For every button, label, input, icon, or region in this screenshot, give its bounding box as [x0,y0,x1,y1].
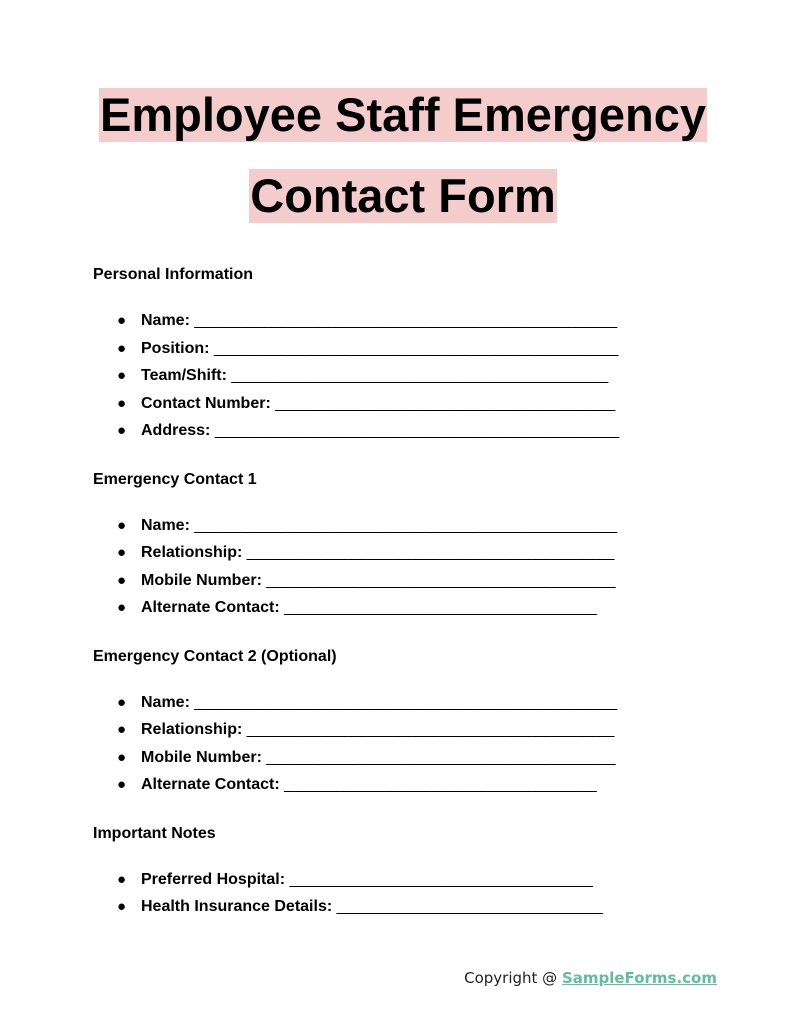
field-label: Name: [141,693,190,711]
bullet-icon: ● [117,544,127,561]
field-label: Health Insurance Details: [141,898,333,915]
field-label: Mobile Number: [141,748,262,766]
fill-in-blank[interactable]: __________________________________ [284,776,597,793]
field-label: Relationship: [141,721,243,738]
fill-in-blank[interactable]: ____________________________________________ [213,339,619,357]
section-personal-information [93,264,713,445]
bullet-icon: ● [117,870,127,888]
bullet-icon: ● [117,422,127,439]
field-preferred-hospital [93,866,713,894]
fill-in-blank[interactable]: ____________________________________________ [214,422,620,439]
bullet-icon: ● [117,312,127,329]
field-health-insurance [93,893,713,921]
field-list [93,866,713,921]
brand-link[interactable]: SampleForms.com [561,969,717,987]
fill-in-blank[interactable]: _________________________________________ [231,367,609,384]
field-label: Preferred Hospital: [141,870,286,888]
field-label: Alternate Contact: [141,776,280,793]
title-line-1: Employee Staff Emergency [100,88,706,141]
field-team-shift [93,362,713,390]
field-name [93,512,713,540]
bullet-icon: ● [117,394,127,412]
bullet-icon: ● [117,599,127,616]
bullet-icon: ● [117,693,127,711]
field-list [93,512,713,622]
bullet-icon: ● [117,748,127,766]
fill-in-blank[interactable]: _____________________________ [336,898,604,915]
fill-in-blank[interactable]: _________________________________ [289,870,594,888]
field-label: Name: [141,516,190,534]
bullet-icon: ● [117,898,127,915]
field-mobile-number [93,567,713,595]
field-label: Address: [141,422,211,439]
fill-in-blank[interactable]: ________________________________________ [246,544,615,561]
section-heading: Emergency Contact 1 [93,470,257,488]
field-label: Position: [141,339,210,357]
field-label: Contact Number: [141,394,271,412]
section-emergency-contact-1 [93,469,713,622]
field-label: Relationship: [141,544,243,561]
field-alternate-contact [93,594,713,622]
fill-in-blank[interactable]: _____________________________________ [275,394,616,412]
field-relationship [93,539,713,567]
field-label: Mobile Number: [141,571,262,589]
bullet-icon: ● [117,339,127,357]
copyright-text: Copyright @ [464,969,562,987]
form-body [93,264,713,945]
section-heading: Personal Information [93,266,254,283]
field-list [93,689,713,799]
fill-in-blank[interactable]: ______________________________________ [266,748,616,766]
fill-in-blank[interactable]: ______________________________________________ [194,516,618,534]
field-label: Team/Shift: [141,367,227,384]
section-heading: Emergency Contact 2 (Optional) [93,647,337,665]
field-name [93,307,713,335]
field-label: Name: [141,312,190,329]
field-list [93,307,713,445]
section-emergency-contact-2 [93,646,713,799]
section-heading: Important Notes [93,824,216,842]
field-contact-number [93,390,713,418]
field-alternate-contact [93,771,713,799]
title-line-2: Contact Form [250,169,556,222]
form-title [0,88,806,223]
field-name [93,689,713,717]
bullet-icon: ● [117,776,127,793]
fill-in-blank[interactable]: ______________________________________________ [194,312,618,329]
section-important-notes [93,823,713,921]
bullet-icon: ● [117,571,127,589]
fill-in-blank[interactable]: __________________________________ [284,599,597,616]
fill-in-blank[interactable]: ________________________________________ [246,721,615,738]
field-relationship [93,716,713,744]
bullet-icon: ● [117,721,127,738]
field-label: Alternate Contact: [141,599,280,616]
bullet-icon: ● [117,516,127,534]
field-position [93,335,713,363]
fill-in-blank[interactable]: ______________________________________ [266,571,616,589]
copyright-footer [464,969,717,987]
field-mobile-number [93,744,713,772]
field-address [93,417,713,445]
fill-in-blank[interactable]: ______________________________________________ [194,693,618,711]
bullet-icon: ● [117,367,127,384]
